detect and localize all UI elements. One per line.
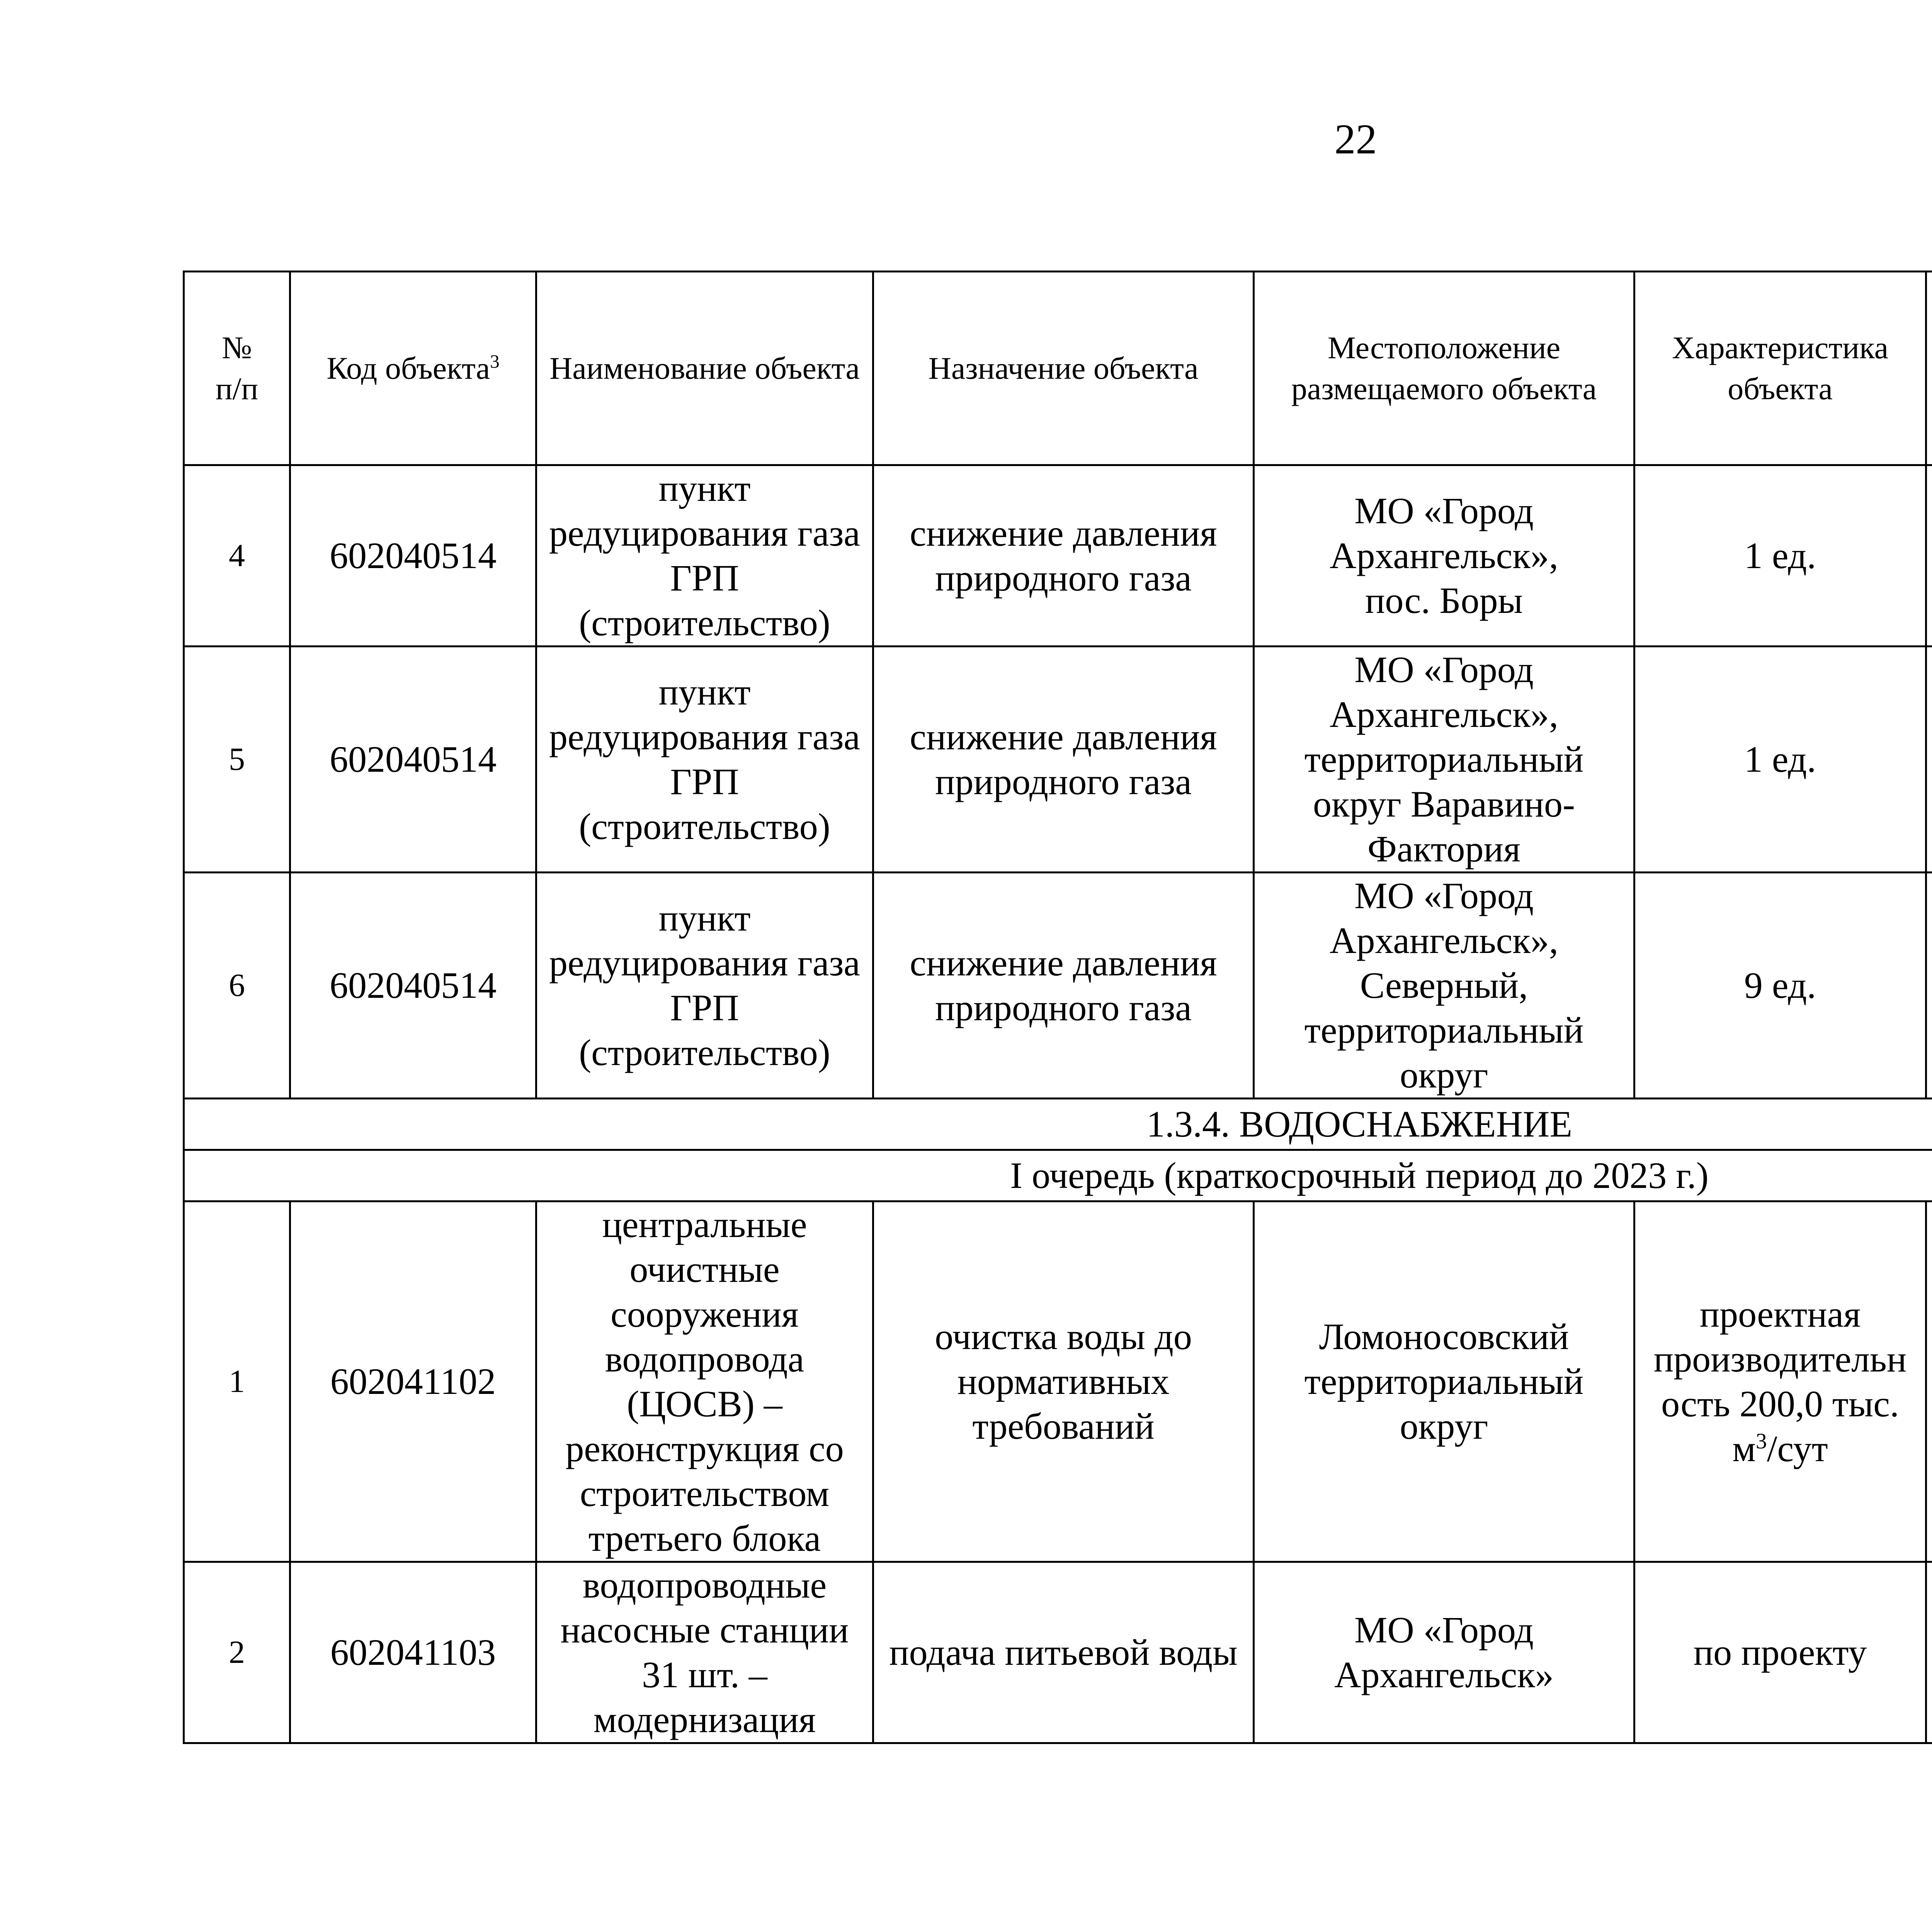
footnote-marker: 3: [490, 351, 500, 372]
object-code: 602041102: [290, 1201, 536, 1562]
subsection-title: I очередь (краткосрочный период до 2023 г.): [184, 1150, 1932, 1201]
object-purpose: подача питьевой воды: [873, 1562, 1254, 1743]
object-location: МО «Город Архангельск», пос. Боры: [1254, 465, 1634, 647]
zone-characteristic: [1926, 1562, 1932, 1743]
page-number: 22: [1334, 116, 1377, 163]
object-characteristic: 1 ед.: [1634, 647, 1926, 873]
object-name: пункт редуцирования газа ГРП (строительство): [536, 465, 873, 647]
header-object-code: Код объекта$^3$: [290, 272, 536, 465]
objects-table: [183, 271, 1932, 1744]
object-code: 602040514: [290, 465, 536, 647]
object-name: пункт редуцирования газа ГРП (строительство): [536, 647, 873, 873]
table-header-row: [184, 272, 1932, 465]
object-code: 602040514: [290, 873, 536, 1099]
header-zone-characteristic: [1926, 272, 1932, 465]
object-location: МО «Город Архангельск», Северный, территориальный округ: [1254, 873, 1634, 1099]
subsection-header-row: [184, 1150, 1932, 1201]
table-row: [184, 647, 1932, 873]
row-number: 1: [184, 1201, 290, 1562]
section-title: 1.3.4. ВОДОСНАБЖЕНИЕ: [184, 1099, 1932, 1150]
object-characteristic: проектная производительн ость 200,0 тыс. $м^3$/сут: [1634, 1201, 1926, 1562]
header-object-location: Местоположение размещаемого объекта: [1254, 272, 1634, 465]
table-row: [184, 1201, 1932, 1562]
object-purpose: очистка воды до нормативных требований: [873, 1201, 1254, 1562]
header-object-purpose: Назначение объекта: [873, 272, 1254, 465]
object-characteristic: 1 ед.: [1634, 465, 1926, 647]
object-location: Ломоносовский территориальный округ: [1254, 1201, 1634, 1562]
table-row: [184, 465, 1932, 647]
zone-characteristic: [1926, 647, 1932, 873]
zone-characteristic: [1926, 873, 1932, 1099]
zone-characteristic: [1926, 465, 1932, 647]
object-name: водопроводные насосные станции 31 шт. – модернизация: [536, 1562, 873, 1743]
object-purpose: снижение давления природного газа: [873, 873, 1254, 1099]
header-number: № п/п: [184, 272, 290, 465]
object-code: 602041103: [290, 1562, 536, 1743]
object-purpose: снижение давления природного газа: [873, 465, 1254, 647]
object-location: МО «Город Архангельск», территориальный округ Варавино- Фактория: [1254, 647, 1634, 873]
row-number: 6: [184, 873, 290, 1099]
row-number: 2: [184, 1562, 290, 1743]
table-row: [184, 1562, 1932, 1743]
table-row: [184, 873, 1932, 1099]
object-code: 602040514: [290, 647, 536, 873]
object-purpose: снижение давления природного газа: [873, 647, 1254, 873]
header-object-characteristic: Характеристика объекта: [1634, 272, 1926, 465]
header-object-name: Наименование объекта: [536, 272, 873, 465]
object-characteristic: по проекту: [1634, 1562, 1926, 1743]
object-name: центральные очистные сооружения водопровода (ЦОСВ) – реконструкция со строительством третьего блока: [536, 1201, 873, 1562]
object-location: МО «Город Архангельск»: [1254, 1562, 1634, 1743]
section-header-row: [184, 1099, 1932, 1150]
object-characteristic: 9 ед.: [1634, 873, 1926, 1099]
zone-characteristic: [1926, 1201, 1932, 1562]
row-number: 4: [184, 465, 290, 647]
row-number: 5: [184, 647, 290, 873]
object-name: пункт редуцирования газа ГРП (строительство): [536, 873, 873, 1099]
